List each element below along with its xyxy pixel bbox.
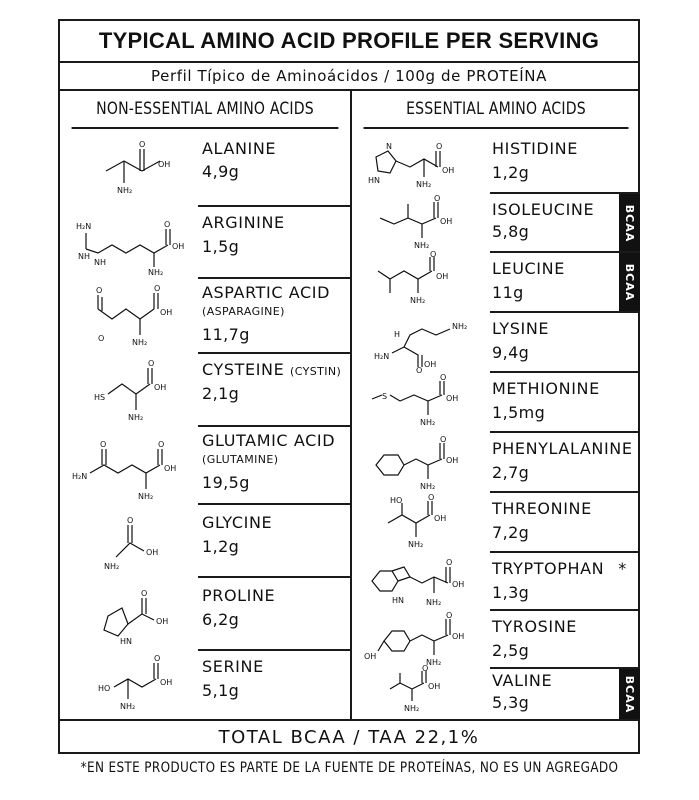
list-item-arginine (60, 207, 350, 279)
svg-text:H: H (394, 330, 401, 339)
amino-acid-value: 19,5g (202, 473, 250, 492)
svg-text:O: O (164, 220, 171, 229)
glutamic-acid-structure (60, 427, 200, 507)
svg-text:O: O (154, 284, 161, 293)
amino-acid-name: VALINE (492, 671, 553, 690)
amino-acid-value: 1,3g (492, 583, 530, 602)
list-item-valine (352, 664, 640, 719)
lysine-structure (352, 313, 492, 375)
amino-acid-value: 9,4g (492, 343, 530, 362)
svg-text:H₂N: H₂N (76, 222, 92, 231)
amino-acid-value: 5,1g (202, 681, 240, 700)
amino-acid-name: GLUTAMIC ACID (202, 431, 336, 450)
amino-acid-name: THREONINE (492, 499, 592, 518)
svg-text:OH: OH (436, 272, 449, 281)
list-item-histidine (352, 131, 640, 193)
svg-text:NH: NH (94, 258, 106, 267)
list-item-glycine (60, 505, 350, 577)
amino-acid-value: 1,5mg (492, 403, 546, 422)
histidine-structure (352, 131, 492, 193)
list-item-aspartic-acid (60, 279, 350, 351)
list-item-glutamic-acid (60, 427, 350, 507)
list-item-methionine (352, 373, 640, 431)
svg-text:NH₂: NH₂ (452, 322, 468, 331)
svg-text:O: O (422, 664, 429, 673)
amino-acid-name: PROLINE (202, 586, 276, 605)
tyrosine-structure (352, 611, 492, 669)
phenylalanine-structure (352, 433, 492, 491)
total-bcaa: TOTAL BCAA / TAA 22,1% (218, 727, 480, 748)
svg-text:OH: OH (452, 580, 465, 589)
svg-text:OH: OH (156, 617, 169, 626)
amino-acid-note: (GLUTAMINE) (202, 453, 279, 466)
methionine-structure (352, 373, 492, 431)
list-item-proline (60, 578, 350, 650)
amino-acid-value: 5,3g (492, 693, 530, 712)
amino-acid-value: 11,7g (202, 325, 250, 344)
amino-acid-name: CYSTEINE (CYSTIN) (202, 360, 342, 379)
amino-acid-value: 1,2g (492, 163, 530, 182)
svg-text:HS: HS (94, 393, 106, 402)
svg-text:O: O (148, 359, 155, 368)
proline-structure (60, 578, 200, 650)
svg-text:OH: OH (158, 160, 171, 169)
svg-text:NH₂: NH₂ (410, 296, 426, 305)
amino-acid-value: 2,7g (492, 463, 530, 482)
list-item-alanine (60, 131, 350, 211)
amino-acid-note: (ASPARAGINE) (202, 305, 285, 318)
list-item-lysine (352, 313, 640, 375)
svg-text:NH₂: NH₂ (416, 180, 432, 189)
table-title: TYPICAL AMINO ACID PROFILE PER SERVING (60, 21, 638, 63)
svg-text:NH₂: NH₂ (138, 492, 154, 501)
amino-acid-value: 6,2g (202, 610, 240, 629)
svg-text:O: O (430, 250, 437, 259)
svg-text:NH₂: NH₂ (404, 704, 420, 713)
amino-acid-value: 1,2g (202, 537, 240, 556)
svg-text:N: N (386, 142, 392, 151)
footnote: *EN ESTE PRODUCTO ES PARTE DE LA FUENTE DE PROTEÍNAS, NO ES UN AGREGADO (80, 760, 619, 776)
svg-text:O: O (154, 654, 161, 663)
svg-text:NH₂: NH₂ (414, 241, 430, 250)
svg-text:O: O (440, 373, 447, 382)
list-item-isoleucine (352, 194, 640, 252)
amino-acid-name: ALANINE (202, 139, 277, 158)
amino-acid-name: TYROSINE (492, 617, 578, 636)
non-essential-header: NON-ESSENTIAL AMINO ACIDS (72, 91, 339, 129)
svg-text:OH: OH (146, 548, 159, 557)
list-item-leucine (352, 250, 640, 311)
footnote-marker: * (618, 559, 627, 578)
amino-acid-name: LEUCINE (492, 259, 565, 278)
svg-text:NH: NH (78, 252, 90, 261)
amino-acid-name: ASPARTIC ACID (202, 283, 331, 302)
list-item-phenylalanine (352, 433, 640, 491)
svg-text:NH₂: NH₂ (104, 562, 120, 571)
svg-text:OH: OH (164, 464, 177, 473)
svg-text:O: O (98, 334, 105, 343)
aspartic-acid-structure (60, 279, 200, 351)
amino-acid-name: SERINE (202, 657, 264, 676)
svg-text:NH₂: NH₂ (426, 598, 442, 607)
svg-text:O: O (141, 589, 148, 598)
list-item-threonine (352, 493, 640, 551)
glycine-structure (60, 505, 200, 577)
bcaa-badge: BCAA (619, 253, 640, 311)
svg-text:HN: HN (120, 637, 132, 646)
arginine-structure (60, 207, 200, 279)
svg-text:OH: OH (446, 394, 459, 403)
svg-text:O: O (416, 366, 423, 375)
svg-text:OH: OH (364, 652, 377, 661)
svg-text:OH: OH (160, 308, 173, 317)
svg-text:HN: HN (392, 596, 404, 605)
valine-structure (352, 664, 492, 719)
svg-text:O: O (436, 142, 443, 151)
svg-text:NH₂: NH₂ (120, 702, 136, 711)
bcaa-badge: BCAA (619, 194, 640, 252)
essential-header: ESSENTIAL AMINO ACIDS (364, 91, 629, 129)
amino-acid-name: GLYCINE (202, 513, 273, 532)
cysteine-structure (60, 354, 200, 426)
svg-text:OH: OH (446, 456, 459, 465)
svg-text:NH₂: NH₂ (420, 418, 436, 427)
svg-text:O: O (127, 516, 134, 525)
svg-text:NH₂: NH₂ (408, 540, 424, 549)
svg-text:H₂N: H₂N (72, 472, 88, 481)
amino-acid-name: METHIONINE (492, 379, 600, 398)
svg-text:NH₂: NH₂ (420, 482, 436, 491)
svg-text:HO: HO (98, 684, 111, 693)
amino-acid-value: 7,2g (492, 523, 530, 542)
amino-acid-value: 11g (492, 283, 524, 302)
svg-text:NH₂: NH₂ (426, 658, 442, 667)
svg-text:NH₂: NH₂ (128, 413, 144, 422)
leucine-structure (352, 250, 492, 311)
amino-acid-value: 4,9g (202, 162, 240, 181)
bcaa-badge: BCAA (619, 669, 640, 719)
amino-acid-name: PHENYLALANINE (492, 439, 633, 458)
list-item-serine (60, 651, 350, 719)
svg-text:O: O (96, 286, 103, 295)
svg-text:O: O (440, 435, 447, 444)
svg-text:OH: OH (428, 682, 441, 691)
amino-acid-name: HISTIDINE (492, 139, 578, 158)
table-subtitle: Perfil Típico de Aminoácidos / 100g de PROTEÍNA (60, 63, 638, 91)
amino-acid-name: ISOLEUCINE (492, 200, 595, 219)
svg-text:S: S (382, 392, 388, 401)
svg-text:O: O (158, 440, 165, 449)
svg-text:NH₂: NH₂ (132, 338, 148, 347)
svg-text:HN: HN (368, 176, 380, 185)
amino-acid-value: 1,5g (202, 237, 240, 256)
svg-text:O: O (446, 611, 453, 620)
svg-text:NH₂: NH₂ (117, 186, 133, 195)
svg-text:H₂N: H₂N (374, 352, 390, 361)
svg-text:OH: OH (434, 514, 447, 523)
amino-acid-table (58, 19, 640, 754)
svg-text:OH: OH (160, 678, 173, 687)
amino-acid-name: LYSINE (492, 319, 550, 338)
serine-structure (60, 651, 200, 719)
svg-text:OH: OH (424, 360, 437, 369)
list-item-tryptophan (352, 553, 640, 611)
isoleucine-structure (352, 194, 492, 252)
amino-acid-value: 5,8g (492, 222, 530, 241)
svg-text:OH: OH (154, 383, 167, 392)
svg-text:O: O (434, 194, 441, 203)
svg-text:O: O (139, 140, 146, 149)
list-item-cysteine (60, 354, 350, 426)
svg-text:HO: HO (390, 496, 403, 505)
svg-text:OH: OH (172, 242, 185, 251)
svg-text:O: O (446, 558, 453, 567)
svg-text:O: O (100, 440, 107, 449)
amino-acid-value: 2,5g (492, 641, 530, 660)
svg-text:NH₂: NH₂ (148, 268, 164, 277)
alanine-structure (60, 131, 200, 211)
threonine-structure (352, 493, 492, 551)
svg-text:OH: OH (440, 217, 453, 226)
tryptophan-structure (352, 553, 492, 611)
list-item-tyrosine (352, 611, 640, 669)
svg-text:O: O (428, 493, 435, 502)
amino-acid-value: 2,1g (202, 384, 240, 403)
svg-text:OH: OH (452, 632, 465, 641)
amino-acid-name: TRYPTOPHAN * (492, 559, 627, 578)
svg-text:OH: OH (442, 166, 455, 175)
amino-acid-name: ARGININE (202, 213, 285, 232)
